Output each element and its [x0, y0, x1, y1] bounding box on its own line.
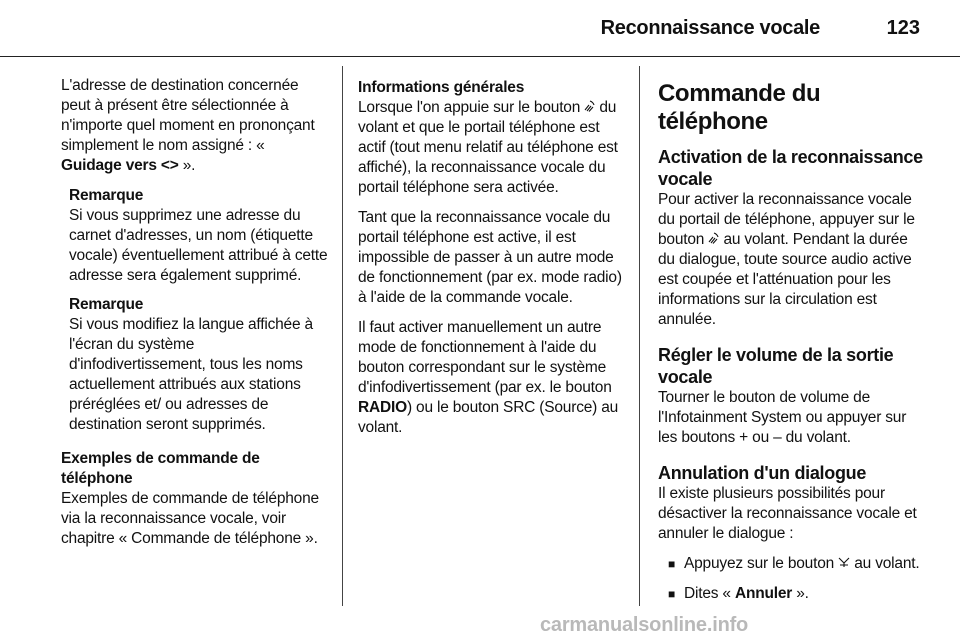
- note-text: Si vous modifiez la langue affichée à l'écran du système d'infodivertissement, tous les noms actuellement attribués aux stations préréglées et/ ou adresses de destination seront supprimés.: [69, 316, 313, 433]
- section-title: Annulation d'un dialogue: [658, 463, 867, 483]
- square-bullet-icon: ■: [668, 587, 676, 601]
- page-number: 123: [886, 17, 920, 39]
- voice-control-icon: [584, 98, 595, 118]
- section-title: Informations générales: [358, 79, 525, 96]
- section-text: Exemples de commande de téléphone via la reconnaissance vocale, voir chapitre « Commande de téléphone ».: [61, 490, 319, 547]
- column-middle: [358, 78, 626, 448]
- command-annuler: Annuler: [734, 585, 793, 602]
- header-title: Reconnaissance vocale: [600, 17, 820, 39]
- hang-up-icon: [838, 554, 850, 574]
- paragraph: Tant que la reconnaissance vocale du portail téléphone est active, il est impossible de passer à un autre mode de fonctionnement (par ex. mode radio) à l'aide de la commande vocale.: [358, 209, 622, 306]
- note-2: [69, 295, 329, 435]
- section-title: Exemples de commande de téléphone: [61, 450, 260, 487]
- paragraph: Il existe plusieurs possibilités pour désactiver la reconnaissance vocale et annuler le dialogue :: [658, 485, 917, 542]
- section-title: Régler le volume de la sortie vocale: [658, 345, 894, 387]
- note-title: Remarque: [69, 187, 144, 204]
- paragraph: Il faut activer manuellement un autre mode de fonctionnement à l'aide du bouton correspondant sur le système d'infodivertissement (par ex. le bouton RADIO) ou le bouton SRC (Source) au volant.: [358, 319, 619, 436]
- section-title: Activation de la reconnaissance vocale: [658, 147, 923, 189]
- main-title: Commande du téléphone: [658, 80, 821, 135]
- paragraph: Pour activer la reconnaissance vocale du portail de téléphone, appuyer sur le bouton au volant. Pendant la durée du dialogue, toute source audio active est coupée et l'atténuation pour les informations sur la circulation est annulée.: [658, 191, 915, 328]
- note-title: Remarque: [69, 296, 144, 313]
- column-divider: [639, 66, 640, 606]
- command-guidage: Guidage vers <>: [61, 157, 179, 174]
- note-1: [69, 186, 329, 286]
- general-info: Informations générales Lorsque l'on appuie sur le bouton du volant et que le portail téléphone est actif (tout menu relatif au téléphone est affiché), la reconnaissance vocale du portail téléphone sera activée.: [358, 78, 626, 198]
- column-divider: [342, 66, 343, 606]
- list-item: ■ Appuyez sur le bouton au volant.: [668, 555, 920, 572]
- section-phone-examples: [61, 449, 329, 549]
- note-text: Si vous supprimez une adresse du carnet d'adresses, un nom (étiquette vocale) éventuellement attribué à cette adresse sera également supprimé.: [69, 207, 328, 284]
- watermark: carmanualsonline.info: [540, 614, 749, 636]
- page-header: [0, 0, 960, 56]
- square-bullet-icon: ■: [668, 557, 676, 571]
- voice-control-icon: [708, 230, 719, 250]
- column-left: [61, 76, 329, 549]
- column-right: [658, 80, 928, 614]
- header-rule: [0, 56, 960, 57]
- paragraph: Tourner le bouton de volume de l'Infotainment System ou appuyer sur les boutons + ou – du volant.: [658, 389, 907, 446]
- radio-button-label: RADIO: [358, 399, 407, 416]
- list-item: ■ Dites « Annuler ».: [668, 585, 809, 602]
- intro-paragraph: L'adresse de destination concernée peut à présent être sélectionnée à n'importe quel moment en prononçant simplement le nom assigné : « Guidage vers <> ».: [61, 77, 315, 174]
